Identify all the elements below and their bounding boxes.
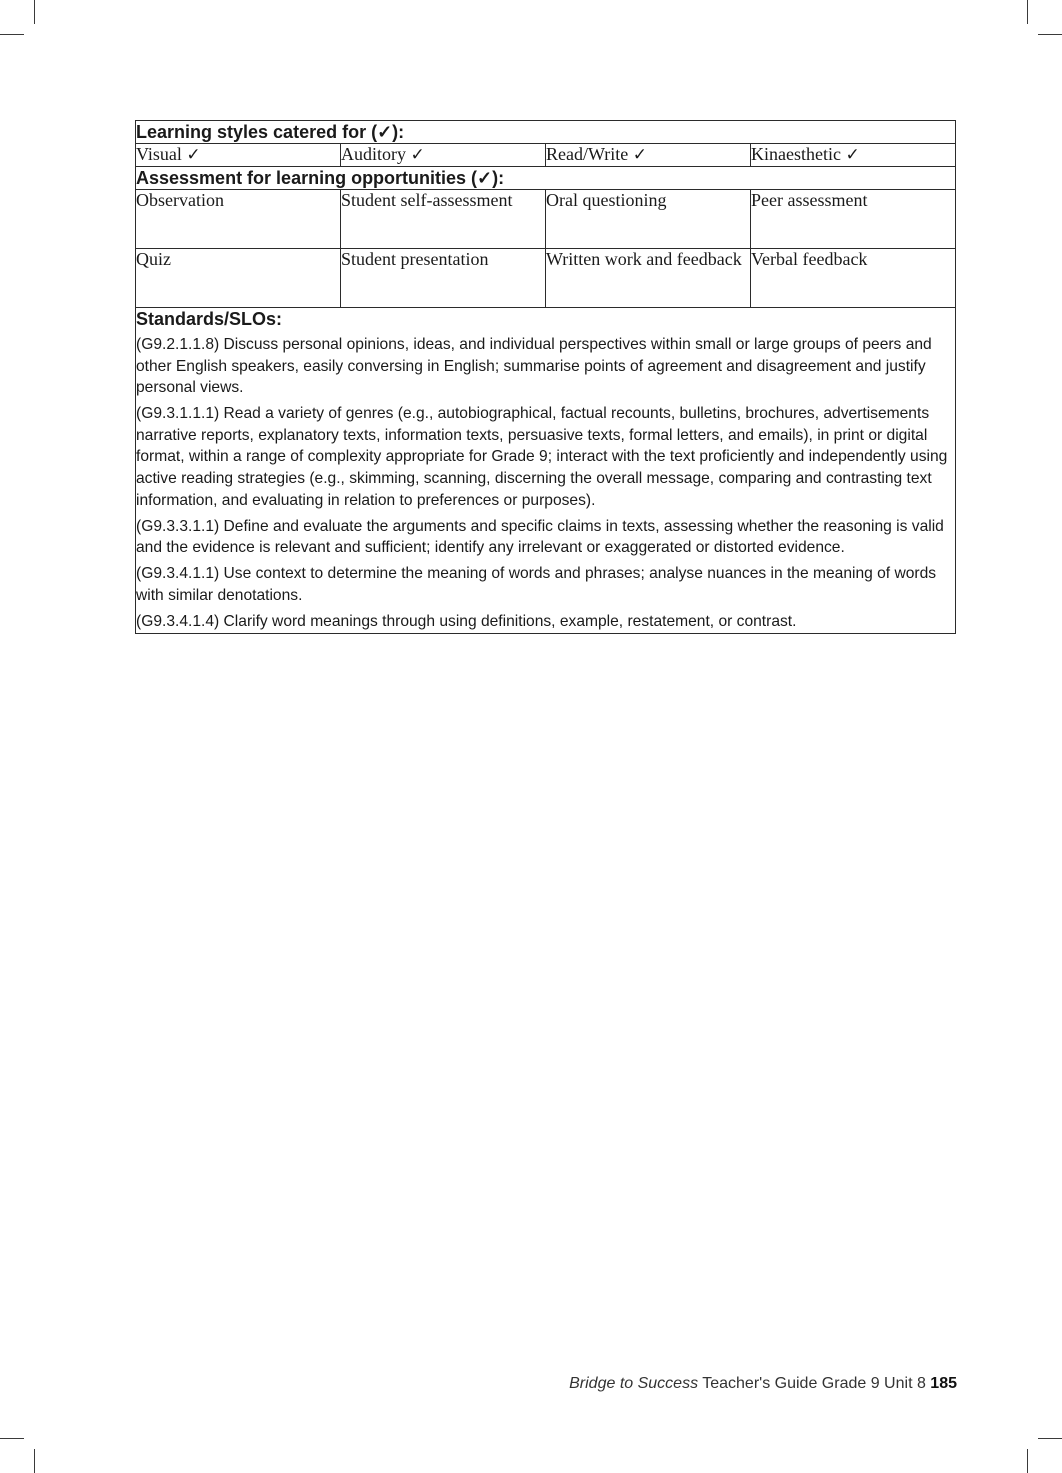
learning-styles-heading: Learning styles catered for (✓): [136,121,956,144]
crop-mark-top-right-v [1027,0,1028,24]
assessment-row [136,249,956,308]
book-title: Bridge to Success [569,1375,699,1392]
crop-mark-top-left-h [0,34,24,35]
learning-style-kinaesthetic [751,144,956,167]
standard-item: (G9.3.3.1.1) Define and evaluate the arguments and specific claims in texts, assessing whether the reasoning is valid and the evidence is relevant and sufficient; identify any irrelevant or exaggerated or distorted evidence. [136,517,944,557]
assessment-cell: Verbal feedback [751,249,956,308]
assessment-row [136,190,956,249]
check-icon: ✓ [410,145,425,165]
assessment-cell: Oral questioning [546,190,751,249]
learning-styles-row [136,144,956,167]
check-icon: ✓ [632,145,647,165]
assessment-cell: Student presentation [341,249,546,308]
standard-item: (G9.3.4.1.1) Use context to determine the meaning of words and phrases; analyse nuances in the meaning of words with similar denotations. [136,565,937,605]
assessment-cell: Student self-assessment [341,190,546,249]
page-number: 185 [930,1375,957,1392]
assessment-cell: Quiz [136,249,341,308]
assessment-cell: Written work and feedback [546,249,751,308]
check-icon: ✓ [845,145,860,165]
standards-section [136,308,956,634]
crop-mark-bottom-left-h [0,1438,24,1439]
assessment-cell: Peer assessment [751,190,956,249]
crop-mark-bottom-left-v [34,1449,35,1473]
standard-item: (G9.2.1.1.8) Discuss personal opinions, ideas, and individual perspectives within small or large groups of peers and other English speakers, easily conversing in English; summarise points of agreement and disagreement and justify personal views. [136,336,932,397]
crop-mark-top-left-v [34,0,35,24]
footer-subtitle: Teacher's Guide Grade 9 Unit 8 [698,1375,931,1392]
page-footer [569,1375,957,1393]
learning-style-read-write [546,144,751,167]
learning-style-visual [136,144,341,167]
crop-mark-top-right-h [1038,34,1062,35]
learning-style-label: Kinaesthetic [751,144,841,164]
crop-mark-bottom-right-h [1038,1438,1062,1439]
learning-style-auditory [341,144,546,167]
standard-item: (G9.3.1.1.1) Read a variety of genres (e.g., autobiographical, factual recounts, bulletins, brochures, advertisements narrative reports, explanatory texts, information texts, persuasive texts, formal letters, and emails), in print or digital format, within a range of complexity appropriate for Grade 9; interact with the text proficiently and independently using active reading strategies (e.g., skimming, scanning, discerning the overall message, comparing and contrasting text information, and evaluating in relation to preferences or purposes). [136,405,948,509]
crop-mark-bottom-right-v [1027,1449,1028,1473]
learning-style-label: Read/Write [546,144,629,164]
standard-item: (G9.3.4.1.4) Clarify word meanings through using definitions, example, restatement, or contrast. [136,613,797,631]
assessment-heading: Assessment for learning opportunities (✓): [136,167,956,190]
check-icon: ✓ [186,145,201,165]
lesson-plan-table [135,120,956,634]
learning-style-label: Visual [136,144,182,164]
standards-heading: Standards/SLOs: [136,309,283,329]
assessment-cell: Observation [136,190,341,249]
learning-style-label: Auditory [341,144,406,164]
